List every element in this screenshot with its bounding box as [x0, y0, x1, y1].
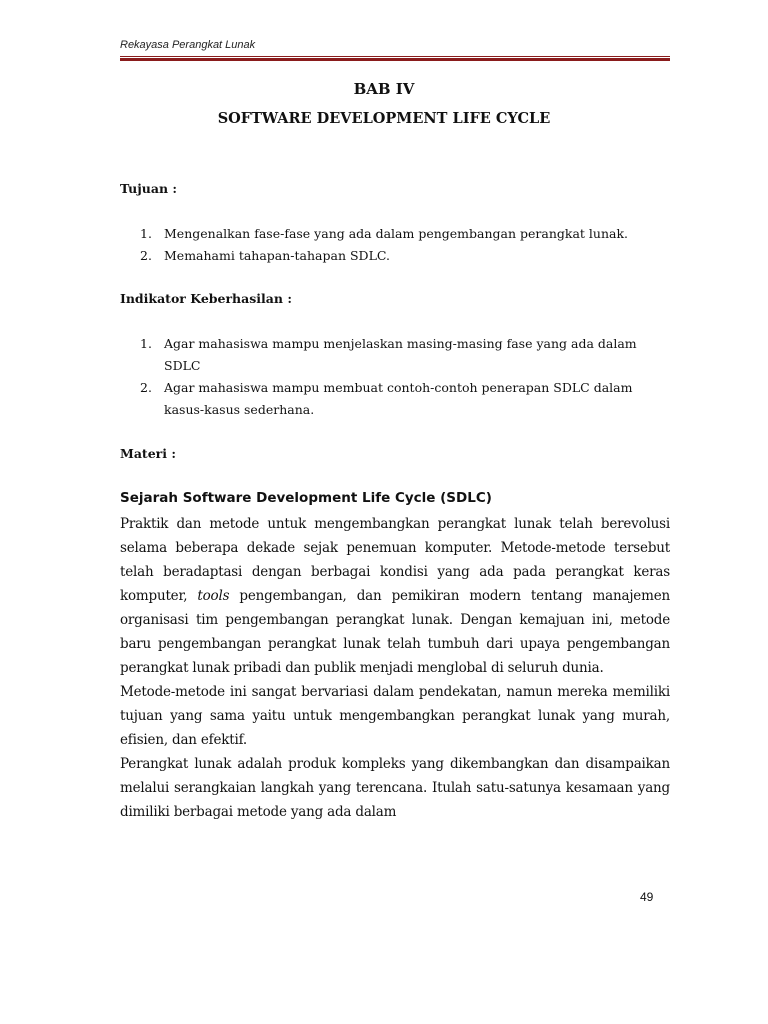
- page-number: 49: [640, 890, 654, 904]
- chapter-number: BAB IV: [353, 80, 415, 98]
- paragraph-1: [120, 512, 670, 680]
- list-item: 1. Mengenalkan fase-fase yang ada dalam pengembangan perangkat lunak.: [140, 226, 629, 241]
- running-header: Rekayasa Perangkat Lunak: [120, 39, 256, 51]
- section-heading: Sejarah Software Development Life Cycle (SDLC): [120, 490, 492, 506]
- header-rule-thin: [120, 56, 670, 57]
- list-item: 1. Agar mahasiswa mampu menjelaskan masing-masing fase yang ada dalam SDLC: [140, 336, 637, 373]
- materi-label: Materi :: [120, 446, 176, 461]
- list-item: 2. Agar mahasiswa mampu membuat contoh-contoh penerapan SDLC dalam kasus-kasus sederhana.: [140, 380, 633, 417]
- indikator-label: Indikator Keberhasilan :: [120, 291, 292, 306]
- body-text: [120, 512, 670, 824]
- paragraph-2: Metode-metode ini sangat bervariasi dalam pendekatan, namun mereka memiliki tujuan yang sama yaitu untuk mengembangkan perangkat lunak yang murah, efisien, dan efektif.: [120, 684, 670, 748]
- header-rule-thick: [120, 58, 670, 61]
- list-item-text: Agar mahasiswa mampu membuat contoh-contoh penerapan SDLC dalam kasus-kasus sederhana.: [164, 380, 633, 417]
- list-item: 2. Memahami tahapan-tahapan SDLC.: [140, 248, 390, 263]
- paragraph-1-part-a: Praktik dan metode untuk mengembangkan perangkat lunak telah berevolusi selama beberapa dekade sejak penemuan komputer. Metode-metode tersebut telah beradaptasi dengan berbagai kondisi yang ada pada perangkat keras komputer,: [120, 516, 670, 604]
- paragraph-1-part-b: pengembangan, dan pemikiran modern tentang manajemen organisasi tim pengembangan perangkat lunak. Dengan kemajuan ini, metode baru pengembangan perangkat lunak telah tumbuh dari upaya pengembangan perangkat lunak pribadi dan publik menjadi menglobal di seluruh dunia.: [120, 588, 670, 676]
- chapter-title: SOFTWARE DEVELOPMENT LIFE CYCLE: [217, 110, 551, 127]
- italic-term: tools: [197, 588, 230, 604]
- list-item-text: Mengenalkan fase-fase yang ada dalam pengembangan perangkat lunak.: [164, 226, 629, 241]
- paragraph-3: Perangkat lunak adalah produk kompleks yang dikembangkan dan disampaikan melalui serangkaian langkah yang terencana. Itulah satu-satunya kesamaan yang dimiliki berbagai metode yang ada dalam: [120, 756, 670, 820]
- list-item-text: Agar mahasiswa mampu menjelaskan masing-masing fase yang ada dalam SDLC: [164, 336, 637, 373]
- indikator-list: [140, 333, 660, 421]
- tujuan-list: [140, 223, 660, 267]
- list-item-text: Memahami tahapan-tahapan SDLC.: [164, 248, 390, 263]
- tujuan-label: Tujuan :: [120, 181, 178, 196]
